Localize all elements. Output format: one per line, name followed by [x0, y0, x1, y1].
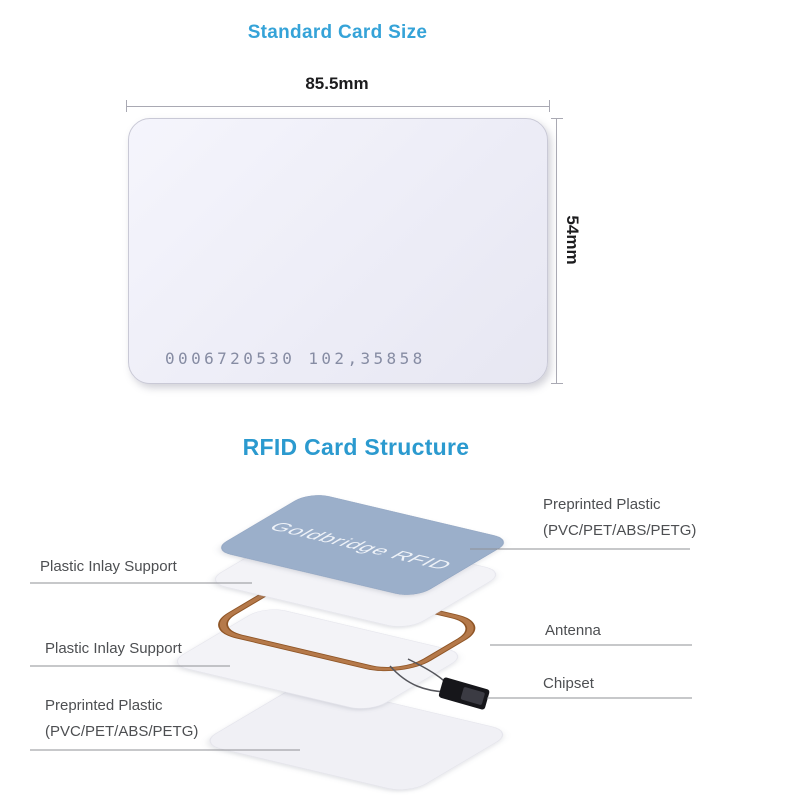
- height-dimension-rule: [556, 119, 557, 383]
- width-dimension-label: 85.5mm: [305, 74, 369, 93]
- card-illustration: [128, 118, 548, 384]
- label-plastic-inlay-support-top: Plastic Inlay Support: [40, 558, 177, 575]
- label-plastic-inlay-support-bottom: Plastic Inlay Support: [45, 640, 182, 657]
- label-antenna: Antenna: [545, 622, 601, 639]
- height-dimension-label: 54mm: [563, 215, 582, 265]
- card-face-brand-text: Goldbridge RFID: [263, 519, 458, 573]
- width-dimension-line: [126, 100, 550, 112]
- label-preprinted-plastic-bottom: [45, 693, 198, 745]
- label-preprinted-plastic-top: [543, 492, 696, 544]
- label-preprinted-plastic-bottom-line1: Preprinted Plastic: [45, 697, 163, 714]
- width-dimension-rule: [127, 106, 549, 107]
- size-section-title: Standard Card Size: [247, 22, 428, 43]
- structure-section-title: RFID Card Structure: [242, 434, 470, 460]
- label-chipset: Chipset: [543, 675, 594, 692]
- label-preprinted-plastic-top-line1: Preprinted Plastic: [543, 496, 661, 513]
- card-serial-number: 0006720530 102,35858: [165, 349, 426, 368]
- label-preprinted-plastic-top-line2: (PVC/PET/ABS/PETG): [543, 522, 697, 539]
- label-preprinted-plastic-bottom-line2: (PVC/PET/ABS/PETG): [45, 723, 199, 740]
